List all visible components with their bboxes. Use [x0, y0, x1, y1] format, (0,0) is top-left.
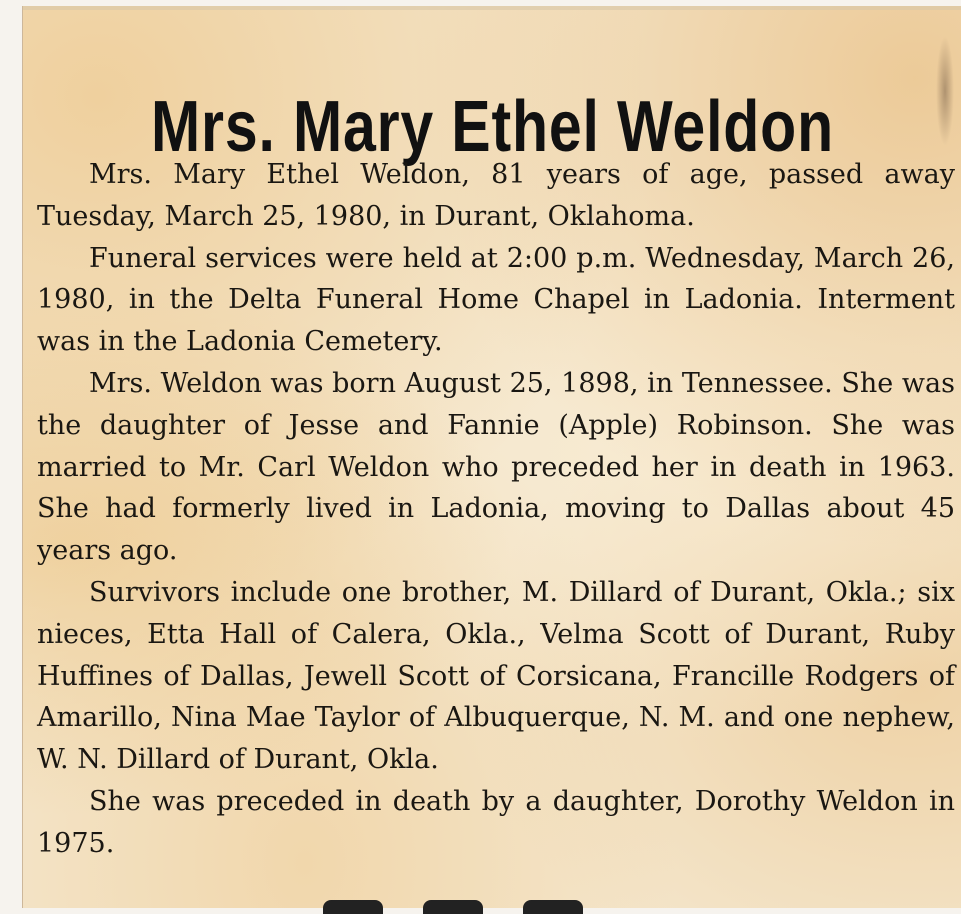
- cropped-letter-shape: [423, 900, 483, 914]
- ink-smudge: [936, 36, 954, 146]
- obituary-body: [37, 154, 955, 865]
- paragraph-biography: Mrs. Weldon was born August 25, 1898, in Tennessee. She was the daughter of Jesse and Fannie (Apple) Robinson. She was married to Mr. Carl Weldon who preceded her in death in 1963. She had formerly lived in Ladonia, moving to Dallas about 45 years ago.: [37, 367, 955, 567]
- paragraph-survivors: Survivors include one brother, M. Dillard of Durant, Okla.; six nieces, Etta Hall of Calera, Okla., Velma Scott of Durant, Ruby Huffines of Dallas, Jewell Scott of Corsicana, Francille Rodgers of Amarillo, Nina Mae Taylor of Albuquerque, N. M. and one nephew, W. N. Dillard of Durant, Okla.: [37, 576, 955, 776]
- paragraph-funeral-services: Funeral services were held at 2:00 p.m. Wednesday, March 26, 1980, in the Delta Funeral Home Chapel in Ladonia. Interment was in the Ladonia Cemetery.: [37, 242, 955, 358]
- cropped-next-headline: [323, 900, 723, 914]
- cropped-letter-shape: [323, 900, 383, 914]
- paragraph-preceded-in-death: She was preceded in death by a daughter, Dorothy Weldon in 1975.: [37, 785, 955, 859]
- clipping-edge: [23, 6, 961, 10]
- paragraph-death-notice: Mrs. Mary Ethel Weldon, 81 years of age, passed away Tuesday, March 25, 1980, in Durant, Oklahoma.: [37, 159, 955, 232]
- newspaper-clipping: [22, 6, 961, 908]
- cropped-letter-shape: [523, 900, 583, 914]
- obituary-headline: Mrs. Mary Ethel Weldon: [151, 87, 834, 168]
